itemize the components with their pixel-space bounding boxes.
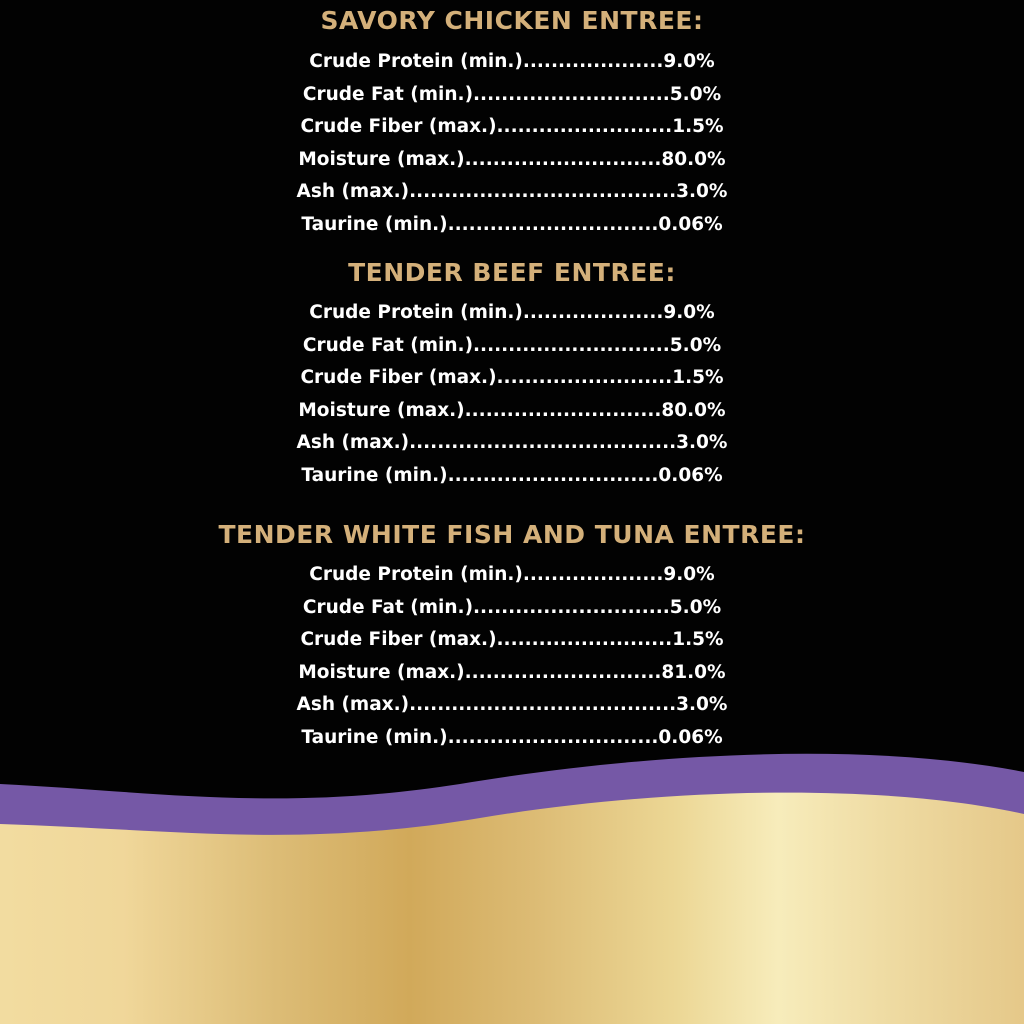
analysis-row-crude-protein: Crude Protein (min.)....................9.0% bbox=[309, 51, 715, 72]
analysis-list-savory-chicken bbox=[0, 46, 1024, 242]
analysis-row-moisture: Moisture (max.)............................80.0% bbox=[298, 399, 726, 421]
analysis-row-crude-fiber: Crude Fiber (max.).........................1.5% bbox=[300, 629, 724, 651]
section-title-savory-chicken: SAVORY CHICKEN ENTREE: bbox=[320, 6, 704, 35]
analysis-row-ash: Ash (max.)......................................3.0% bbox=[296, 694, 728, 716]
section-title-white-fish-tuna: TENDER WHITE FISH AND TUNA ENTREE: bbox=[218, 520, 806, 549]
analysis-row-crude-fiber: Crude Fiber (max.).........................1.5% bbox=[300, 116, 724, 138]
analysis-row-taurine: Taurine (min.)..............................0.06% bbox=[301, 464, 723, 486]
decorative-wave-band bbox=[0, 740, 1024, 1024]
analysis-row-crude-protein: Crude Protein (min.)....................9.0% bbox=[309, 302, 715, 323]
analysis-row-crude-fat: Crude Fat (min.)............................5.0% bbox=[302, 83, 722, 105]
analysis-row-crude-protein: Crude Protein (min.)....................9.0% bbox=[309, 564, 715, 585]
analysis-row-taurine: Taurine (min.)..............................0.06% bbox=[301, 726, 723, 748]
analysis-row-ash: Ash (max.)......................................3.0% bbox=[296, 432, 728, 454]
analysis-row-crude-fat: Crude Fat (min.)............................5.0% bbox=[302, 334, 722, 356]
analysis-row-moisture: Moisture (max.)............................80.0% bbox=[298, 148, 726, 170]
section-title-tender-beef: TENDER BEEF ENTREE: bbox=[348, 258, 676, 287]
analysis-row-ash: Ash (max.)......................................3.0% bbox=[296, 181, 728, 203]
analysis-row-crude-fat: Crude Fat (min.)............................5.0% bbox=[302, 596, 722, 618]
analysis-row-moisture: Moisture (max.)............................81.0% bbox=[298, 661, 726, 683]
analysis-row-crude-fiber: Crude Fiber (max.).........................1.5% bbox=[300, 367, 724, 389]
analysis-list-white-fish-tuna bbox=[0, 559, 1024, 755]
analysis-row-taurine: Taurine (min.)..............................0.06% bbox=[301, 213, 723, 235]
analysis-list-tender-beef bbox=[0, 297, 1024, 493]
